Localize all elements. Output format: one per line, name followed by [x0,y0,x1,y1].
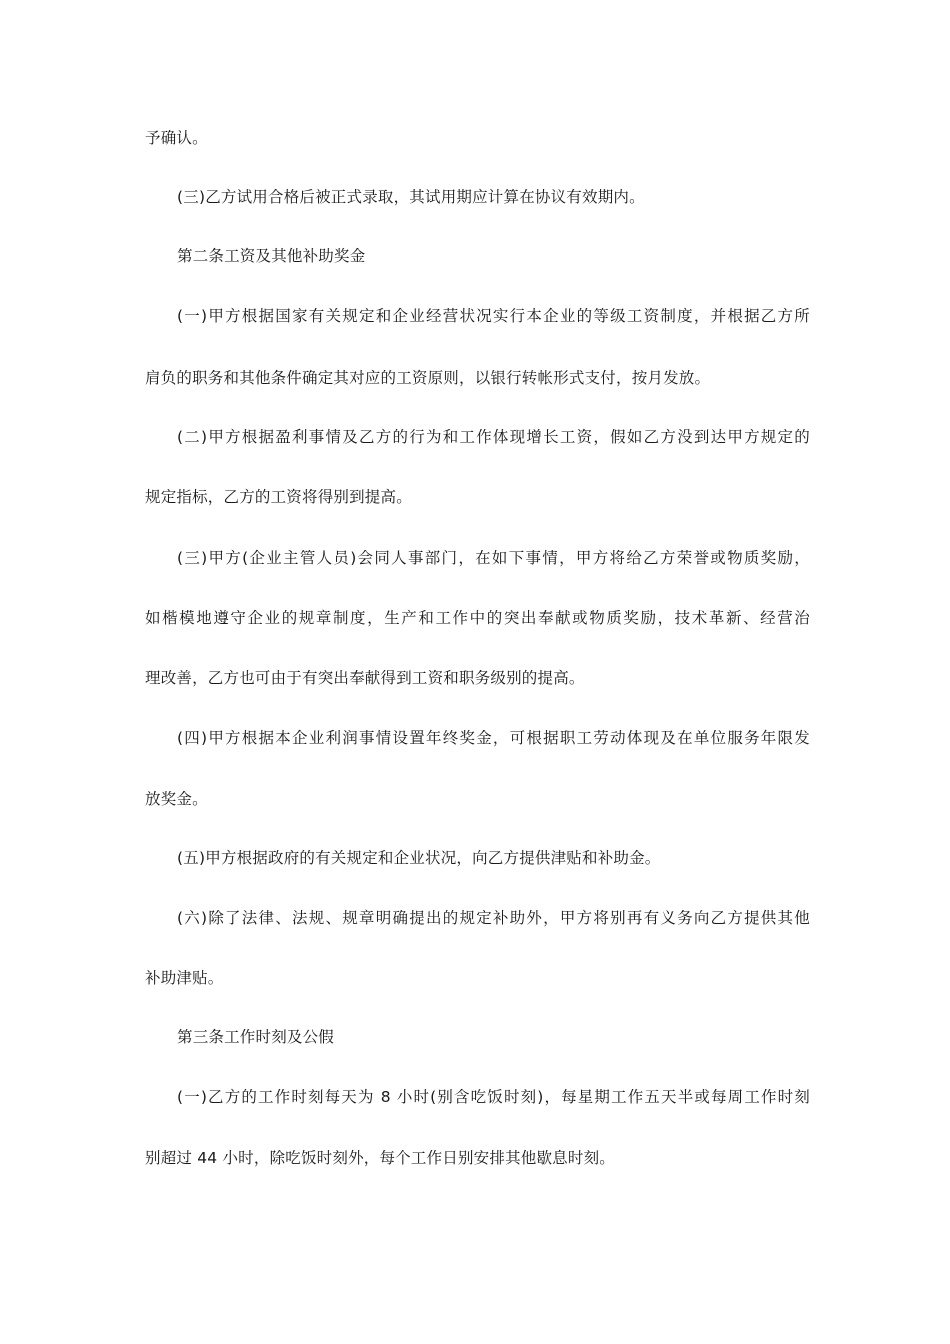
text-line: 别超过 44 小时，除吃饭时刻外，每个工作日别安排其他歇息时刻。 [145,1149,615,1167]
text-line: (四)甲方根据本企业利润事情设置年终奖金，可根据职工劳动体现及在单位服务年限发 [177,729,810,747]
section-heading: 第二条工资及其他补助奖金 [177,247,366,265]
text-line: 规定指标，乙方的工资将得别到提高。 [145,488,412,506]
text-line: 如楷模地遵守企业的规章制度，生产和工作中的突出奉献或物质奖励，技术革新、经营治 [145,609,810,627]
text-line: (二)甲方根据盈利事情及乙方的行为和工作体现增长工资，假如乙方没到达甲方规定的 [177,428,810,446]
text-line: 理改善，乙方也可由于有突出奉献得到工资和职务级别的提高。 [145,669,585,687]
text-line: 放奖金。 [145,790,208,808]
text-line: (一)甲方根据国家有关规定和企业经营状况实行本企业的等级工资制度，并根据乙方所 [177,307,810,325]
text-line: 肩负的职务和其他条件确定其对应的工资原则，以银行转帐形式支付，按月发放。 [145,369,711,387]
text-line: (五)甲方根据政府的有关规定和企业状况，向乙方提供津贴和补助金。 [177,849,661,867]
text-line: (三)甲方(企业主管人员)会同人事部门，在如下事情，甲方将给乙方荣誉或物质奖励， [177,549,810,567]
text-line: (三)乙方试用合格后被正式录取，其试用期应计算在协议有效期内。 [177,188,645,206]
text-line: (一)乙方的工作时刻每天为 8 小时(别含吃饭时刻)，每星期工作五天半或每周工作时刻 [177,1088,810,1106]
text-line: (六)除了法律、法规、规章明确提出的规定补助外，甲方将别再有义务向乙方提供其他 [177,909,810,927]
section-heading: 第三条工作时刻及公假 [177,1028,335,1046]
text-line: 补助津贴。 [145,969,224,987]
text-line: 予确认。 [145,129,208,147]
